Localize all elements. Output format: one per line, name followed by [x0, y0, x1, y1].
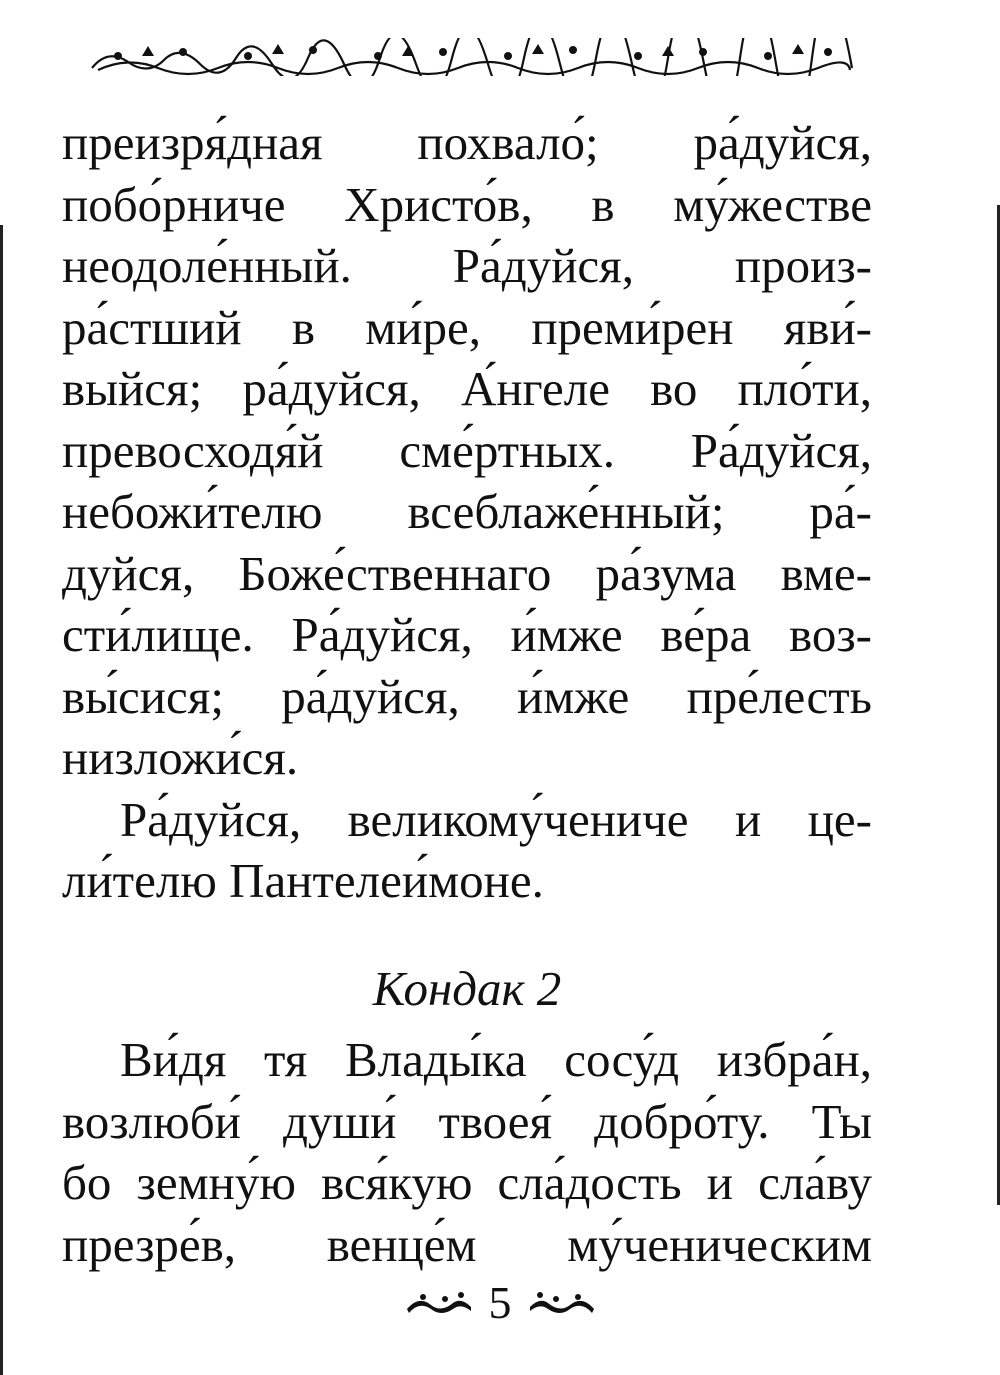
- paragraph-2: [62, 789, 872, 851]
- section-heading: Кондак 2: [372, 960, 562, 1016]
- text-line: выйся; ра́дуйся, А́нгеле во пло́ти,: [62, 361, 872, 416]
- paragraph-3: [62, 1029, 872, 1091]
- text-line: Ра́дуйся, великому́чениче и це-: [120, 791, 872, 847]
- scan-edge-left: [0, 225, 3, 1375]
- text-line: дуйся, Боже́ственнаго ра́зума вме-: [62, 545, 872, 601]
- text-line: презре́в, венце́м му́ченическим: [62, 1216, 872, 1272]
- paragraph-2-cont: [62, 850, 872, 912]
- text-line: сти́лище. Ра́дуйся, и́мже ве́ра воз-: [62, 607, 872, 662]
- text-line: возлюби́ души́ твоея́ добро́ту. Ты: [62, 1093, 872, 1149]
- text-line: бо земну́ю вся́кую сла́дость и сла́ву: [62, 1155, 872, 1210]
- left-flourish-icon: [405, 1289, 473, 1317]
- paragraph-1: [62, 112, 872, 789]
- text-line: ли́телю Пантелеи́моне.: [62, 853, 544, 908]
- text-line: ра́стший в ми́ре, преми́рен яви́-: [62, 299, 872, 355]
- text-line: побо́рниче Христо́в, в му́жестве: [62, 176, 872, 232]
- text-block: [62, 112, 872, 1275]
- page-number: 5: [488, 1277, 512, 1328]
- header-ornament: [88, 38, 856, 76]
- text-line: Ви́дя тя Влады́ка сосу́д избра́н,: [120, 1032, 872, 1087]
- text-line: вы́сися; ра́дуйся, и́мже пре́лесть: [62, 668, 872, 724]
- paragraph-3-cont: [62, 1091, 872, 1276]
- text-line: превосходя́й сме́ртных. Ра́дуйся,: [62, 422, 872, 478]
- text-line: неодоле́нный. Ра́дуйся, произ-: [62, 238, 872, 293]
- text-line: низложи́ся.: [62, 730, 299, 785]
- text-line: небожи́телю всеблаже́нный; ра́-: [62, 484, 872, 539]
- text-line: преизря́дная похвало́; ра́дуйся,: [62, 115, 872, 170]
- page-footer: [0, 1278, 1000, 1328]
- right-flourish-icon: [528, 1289, 596, 1317]
